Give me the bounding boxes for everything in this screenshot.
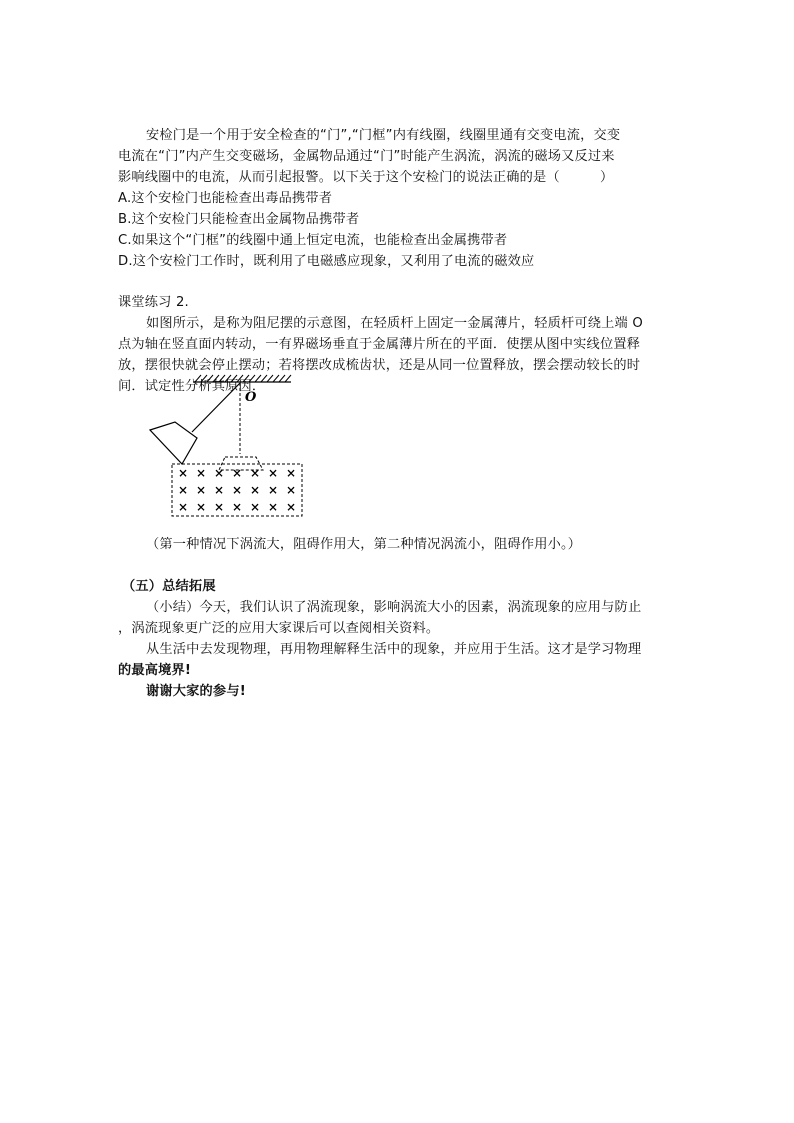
field-mark: × xyxy=(286,466,297,480)
summary-line-3: 从生活中去发现物理，再用物理解释生活中的现象，并应用于生活。这才是学习物理 xyxy=(146,642,642,657)
option-b: B.这个安检门只能检查出金属物品携带者 xyxy=(118,212,360,227)
problem1-line-2: 电流在“门”内产生交变磁场，金属物品通过“门”时能产生涡流，涡流的磁场又反过来 xyxy=(118,149,615,164)
field-mark: × xyxy=(214,500,225,514)
magnetic-field-marks xyxy=(178,466,296,514)
problem1-line-1: 安检门是一个用于安全检查的“门”,“门框”内有线圈，线圈里通有交变电流，交变 xyxy=(146,128,621,143)
field-mark: × xyxy=(250,483,261,497)
field-mark: × xyxy=(286,500,297,514)
summary-line-5: 谢谢大家的参与! xyxy=(146,684,246,699)
metal-plate xyxy=(150,422,197,464)
field-mark: × xyxy=(214,466,225,480)
field-mark: × xyxy=(196,483,207,497)
field-mark: × xyxy=(286,483,297,497)
practice2-answer: （第一种情况下涡流大，阻碍作用大，第二种情况涡流小，阻碍作用小。） xyxy=(146,537,582,552)
field-mark: × xyxy=(250,500,261,514)
option-d: D.这个安检门工作时，既利用了电磁感应现象，又利用了电流的磁效应 xyxy=(118,254,535,269)
summary-line-1: （小结）今天，我们认识了涡流现象，影响涡流大小的因素，涡流现象的应用与防止 xyxy=(146,600,642,615)
pivot-label: O xyxy=(245,390,257,405)
practice2-line-3: 放，摆很快就会停止摆动；若将摆改成梳齿状，还是从同一位置释放，摆会摆动较长的时 xyxy=(118,358,641,373)
damped-pendulum-figure xyxy=(145,372,310,527)
ceiling-hatching xyxy=(195,375,291,382)
field-mark: × xyxy=(250,466,261,480)
field-mark: × xyxy=(232,483,243,497)
field-mark: × xyxy=(232,500,243,514)
option-a: A.这个安检门也能检查出毒品携带者 xyxy=(118,191,333,206)
field-mark: × xyxy=(196,500,207,514)
field-mark: × xyxy=(196,466,207,480)
practice2-line-1: 如图所示，是称为阻尼摆的示意图，在轻质杆上固定一金属薄片，轻质杆可绕上端 O xyxy=(146,316,643,331)
practice2-line-4: 间．试定性分析其原因． xyxy=(118,379,266,394)
field-mark: × xyxy=(268,483,279,497)
summary-line-4: 的最高境界! xyxy=(118,663,192,678)
practice2-line-2: 点为轴在竖直面内转动，一有界磁场垂直于金属薄片所在的平面．使摆从图中实线位置释 xyxy=(118,337,641,352)
field-mark: × xyxy=(178,466,189,480)
problem1-line-3: 影响线圈中的电流，从而引起报警。以下关于这个安检门的说法正确的是（ ） xyxy=(118,170,614,185)
summary-line-2: ，涡流现象更广泛的应用大家课后可以查阅相关资料。 xyxy=(118,621,440,636)
practice2-title: 课堂练习 2. xyxy=(118,295,189,310)
field-mark: × xyxy=(268,466,279,480)
field-mark: × xyxy=(178,483,189,497)
pendulum-rod xyxy=(192,383,240,432)
option-c: C.如果这个“门框”的线圈中通上恒定电流，也能检查出金属携带者 xyxy=(118,233,508,248)
field-mark: × xyxy=(268,500,279,514)
summary-heading: （五）总结拓展 xyxy=(122,579,216,594)
field-mark: × xyxy=(178,500,189,514)
field-mark: × xyxy=(232,466,243,480)
field-mark: × xyxy=(214,483,225,497)
